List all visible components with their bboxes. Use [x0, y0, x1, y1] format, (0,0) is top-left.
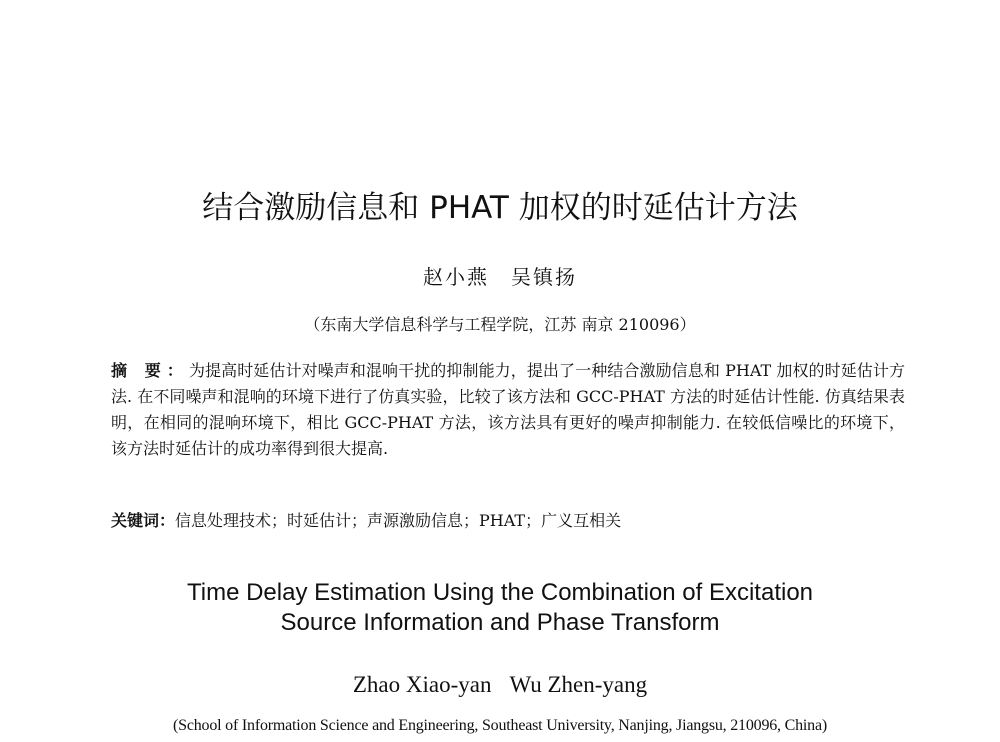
title-english-line-2: Source Information and Phase Transform [280, 609, 720, 636]
affiliation-english: (School of Information Science and Engineering, Southeast University, Nanjing, Jiangsu, 210096, China) [173, 717, 827, 734]
author-cn-1: 赵小燕 [423, 265, 489, 289]
keywords-label: 关键词： [111, 511, 176, 530]
title-chinese: 结合激励信息和 PHAT 加权的时延估计方法 [202, 190, 798, 226]
author-en-2: Wu Zhen-yang [509, 672, 648, 697]
keywords-text: 信息处理技术；时延估计；声源激励信息；PHAT；广义互相关 [175, 511, 622, 530]
keywords-chinese [111, 508, 905, 534]
abstract-text: 为提高时延估计对噪声和混响干扰的抑制能力，提出了一种结合激励信息和 PHAT 加权的时延估计方法. 在不同噪声和混响的环境下进行了仿真实验，比较了该方法和 GCC-PHAT 方法的时延估计性能. 仿真结果表明，在相同的混响环境下，相比 GCC-PHAT 方法，该方法具有更好的噪声抑制能力. 在较低信噪比的环境下，该方法时延估计的成功率得到很大提高. [111, 361, 905, 458]
author-en-1: Zhao Xiao-yan [352, 672, 492, 697]
title-english-line-1: Time Delay Estimation Using the Combination of Excitation [186, 579, 814, 606]
abstract-chinese [111, 358, 905, 462]
author-cn-2: 吴镇扬 [511, 265, 577, 289]
authors-chinese [0, 262, 1000, 292]
affiliation-chinese: （东南大学信息科学与工程学院，江苏 南京 210096） [304, 315, 696, 334]
authors-english [0, 670, 1000, 700]
abstract-label: 摘 要： [111, 361, 189, 380]
title-english [0, 578, 1000, 638]
